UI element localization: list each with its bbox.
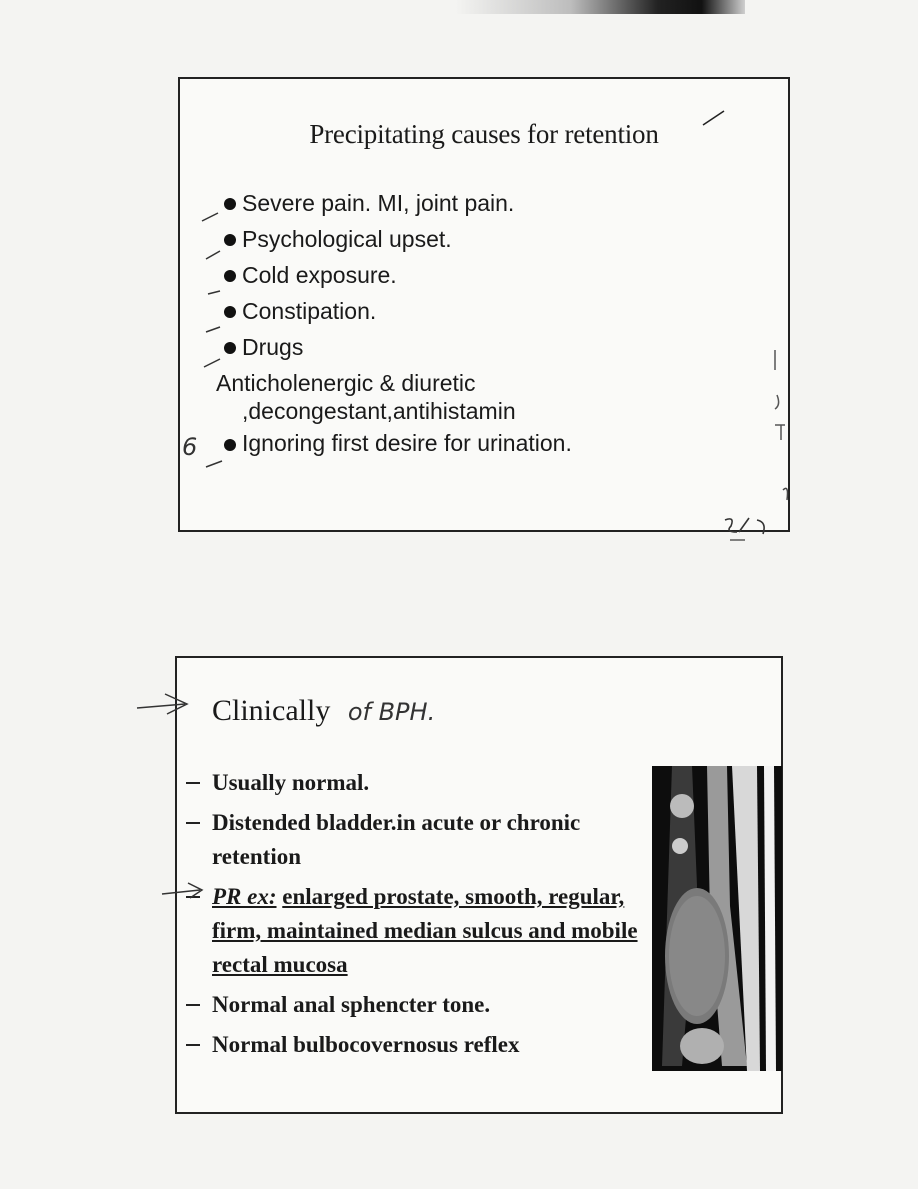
list-item: Normal bulbocovernosus reflex <box>212 1028 647 1062</box>
list-item: Drugs <box>220 329 514 365</box>
slide-title: Precipitating causes for retention <box>309 119 659 149</box>
drug-note: Anticholenergic & diuretic ,decongestant,antihistamin <box>216 370 516 424</box>
ct-scan-image <box>652 766 782 1071</box>
slide-title: Clinically of BPH. <box>212 694 436 727</box>
scan-edge-shadow <box>455 0 745 14</box>
bullet-icon <box>224 306 236 318</box>
bullet-icon <box>224 234 236 246</box>
bullet-icon <box>224 342 236 354</box>
list-item: PR ex: enlarged prostate, smooth, regular, firm, maintained median sulcus and mobile rectal mucosa <box>212 880 647 982</box>
handwritten-title-note: of BPH. <box>347 698 436 726</box>
list-item: Constipation. <box>220 293 514 329</box>
bullet-icon <box>224 270 236 282</box>
slide-precipitating-causes <box>178 77 790 532</box>
list-item: Distended bladder.in acute or chronic retention <box>212 806 647 874</box>
list-item: Severe pain. MI, joint pain. <box>220 185 514 221</box>
slide-clinically-bph <box>175 656 783 1114</box>
list-item: Normal anal sphencter tone. <box>212 988 647 1022</box>
list-item: Usually normal. <box>212 766 647 800</box>
list-item-last: Ignoring first desire for urination. <box>220 430 572 457</box>
list-item: Cold exposure. <box>220 257 514 293</box>
bullet-icon <box>224 439 236 451</box>
handwritten-number: 6 <box>182 433 198 461</box>
bullet-icon <box>224 198 236 210</box>
cause-list <box>220 185 514 365</box>
list-item: Psychological upset. <box>220 221 514 257</box>
clinical-findings-list <box>212 766 647 1068</box>
